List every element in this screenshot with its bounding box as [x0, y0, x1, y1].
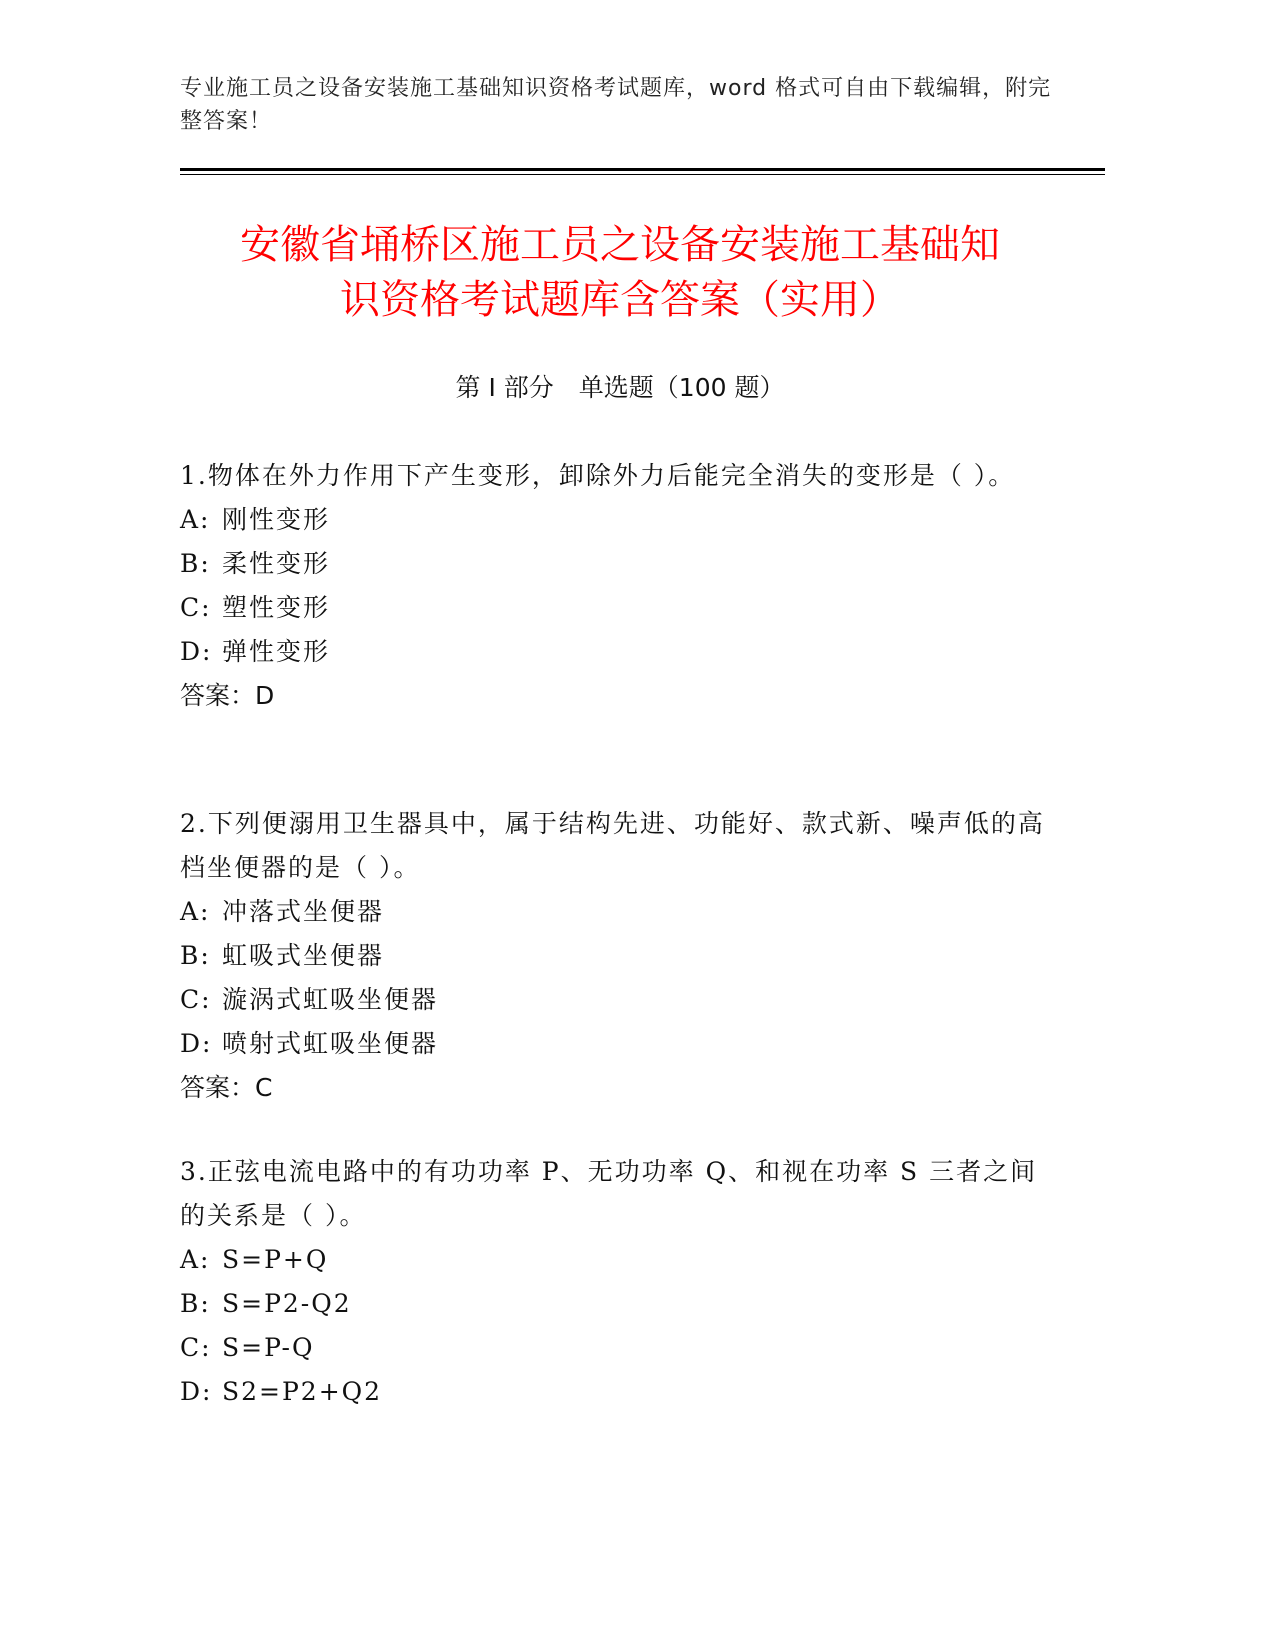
option-a [180, 1238, 1060, 1282]
option-c [180, 1326, 1060, 1370]
option-text: S=P-Q [222, 1333, 315, 1362]
option-text: 虹吸式坐便器 [222, 941, 385, 970]
option-b [180, 542, 1060, 586]
option-b [180, 1282, 1060, 1326]
option-text: 冲落式坐便器 [222, 897, 385, 926]
section-heading: 第 I 部分 单选题（100 题） [455, 373, 785, 402]
option-text: S2=P2+Q2 [222, 1377, 383, 1406]
question-2 [180, 802, 1060, 1110]
option-text: 弹性变形 [222, 637, 331, 666]
question-3 [180, 1150, 1060, 1414]
option-text: 喷射式虹吸坐便器 [222, 1029, 439, 1058]
option-a [180, 498, 1060, 542]
option-text: 刚性变形 [222, 505, 331, 534]
option-letter: B: [180, 1289, 211, 1318]
question-text: 3.正弦电流电路中的有功功率 P、无功功率 Q、和视在功率 S 三者之间的关系是（ ）。 [180, 1157, 1038, 1230]
header-divider-thick [180, 168, 1105, 171]
option-letter: A: [180, 1245, 211, 1274]
option-text: 漩涡式虹吸坐便器 [222, 985, 439, 1014]
option-b [180, 934, 1060, 978]
document-title [180, 218, 1060, 328]
option-letter: B: [180, 549, 211, 578]
option-a [180, 890, 1060, 934]
document-title-line-2: 识资格考试题库含答案（实用） [340, 277, 900, 323]
option-d [180, 630, 1060, 674]
option-letter: A: [180, 505, 211, 534]
option-c [180, 978, 1060, 1022]
option-letter: C: [180, 985, 212, 1014]
question-1 [180, 454, 1060, 718]
header-note: 专业施工员之设备安装施工基础知识资格考试题库，word 格式可自由下载编辑，附完整答案！ [180, 76, 1052, 134]
header-divider-thin [180, 174, 1105, 175]
question-text: 2.下列便溺用卫生器具中，属于结构先进、功能好、款式新、噪声低的高档坐便器的是（ ）。 [180, 809, 1045, 882]
option-letter: A: [180, 897, 211, 926]
answer-line: 答案：D [180, 681, 275, 710]
option-d [180, 1370, 1060, 1414]
option-letter: C: [180, 593, 212, 622]
answer-line: 答案：C [180, 1073, 273, 1102]
option-letter: B: [180, 941, 211, 970]
option-text: 柔性变形 [222, 549, 331, 578]
option-c [180, 586, 1060, 630]
document-page [180, 0, 1105, 1650]
option-text: S=P+Q [222, 1245, 329, 1274]
option-text: 塑性变形 [222, 593, 331, 622]
option-letter: D: [180, 1029, 213, 1058]
question-text: 1.物体在外力作用下产生变形，卸除外力后能完全消失的变形是（ ）。 [180, 461, 1016, 490]
option-letter: C: [180, 1333, 212, 1362]
option-d [180, 1022, 1060, 1066]
option-letter: D: [180, 637, 213, 666]
option-text: S=P2-Q2 [222, 1289, 352, 1318]
option-letter: D: [180, 1377, 213, 1406]
document-title-line-1: 安徽省埇桥区施工员之设备安装施工基础知 [240, 222, 1000, 268]
